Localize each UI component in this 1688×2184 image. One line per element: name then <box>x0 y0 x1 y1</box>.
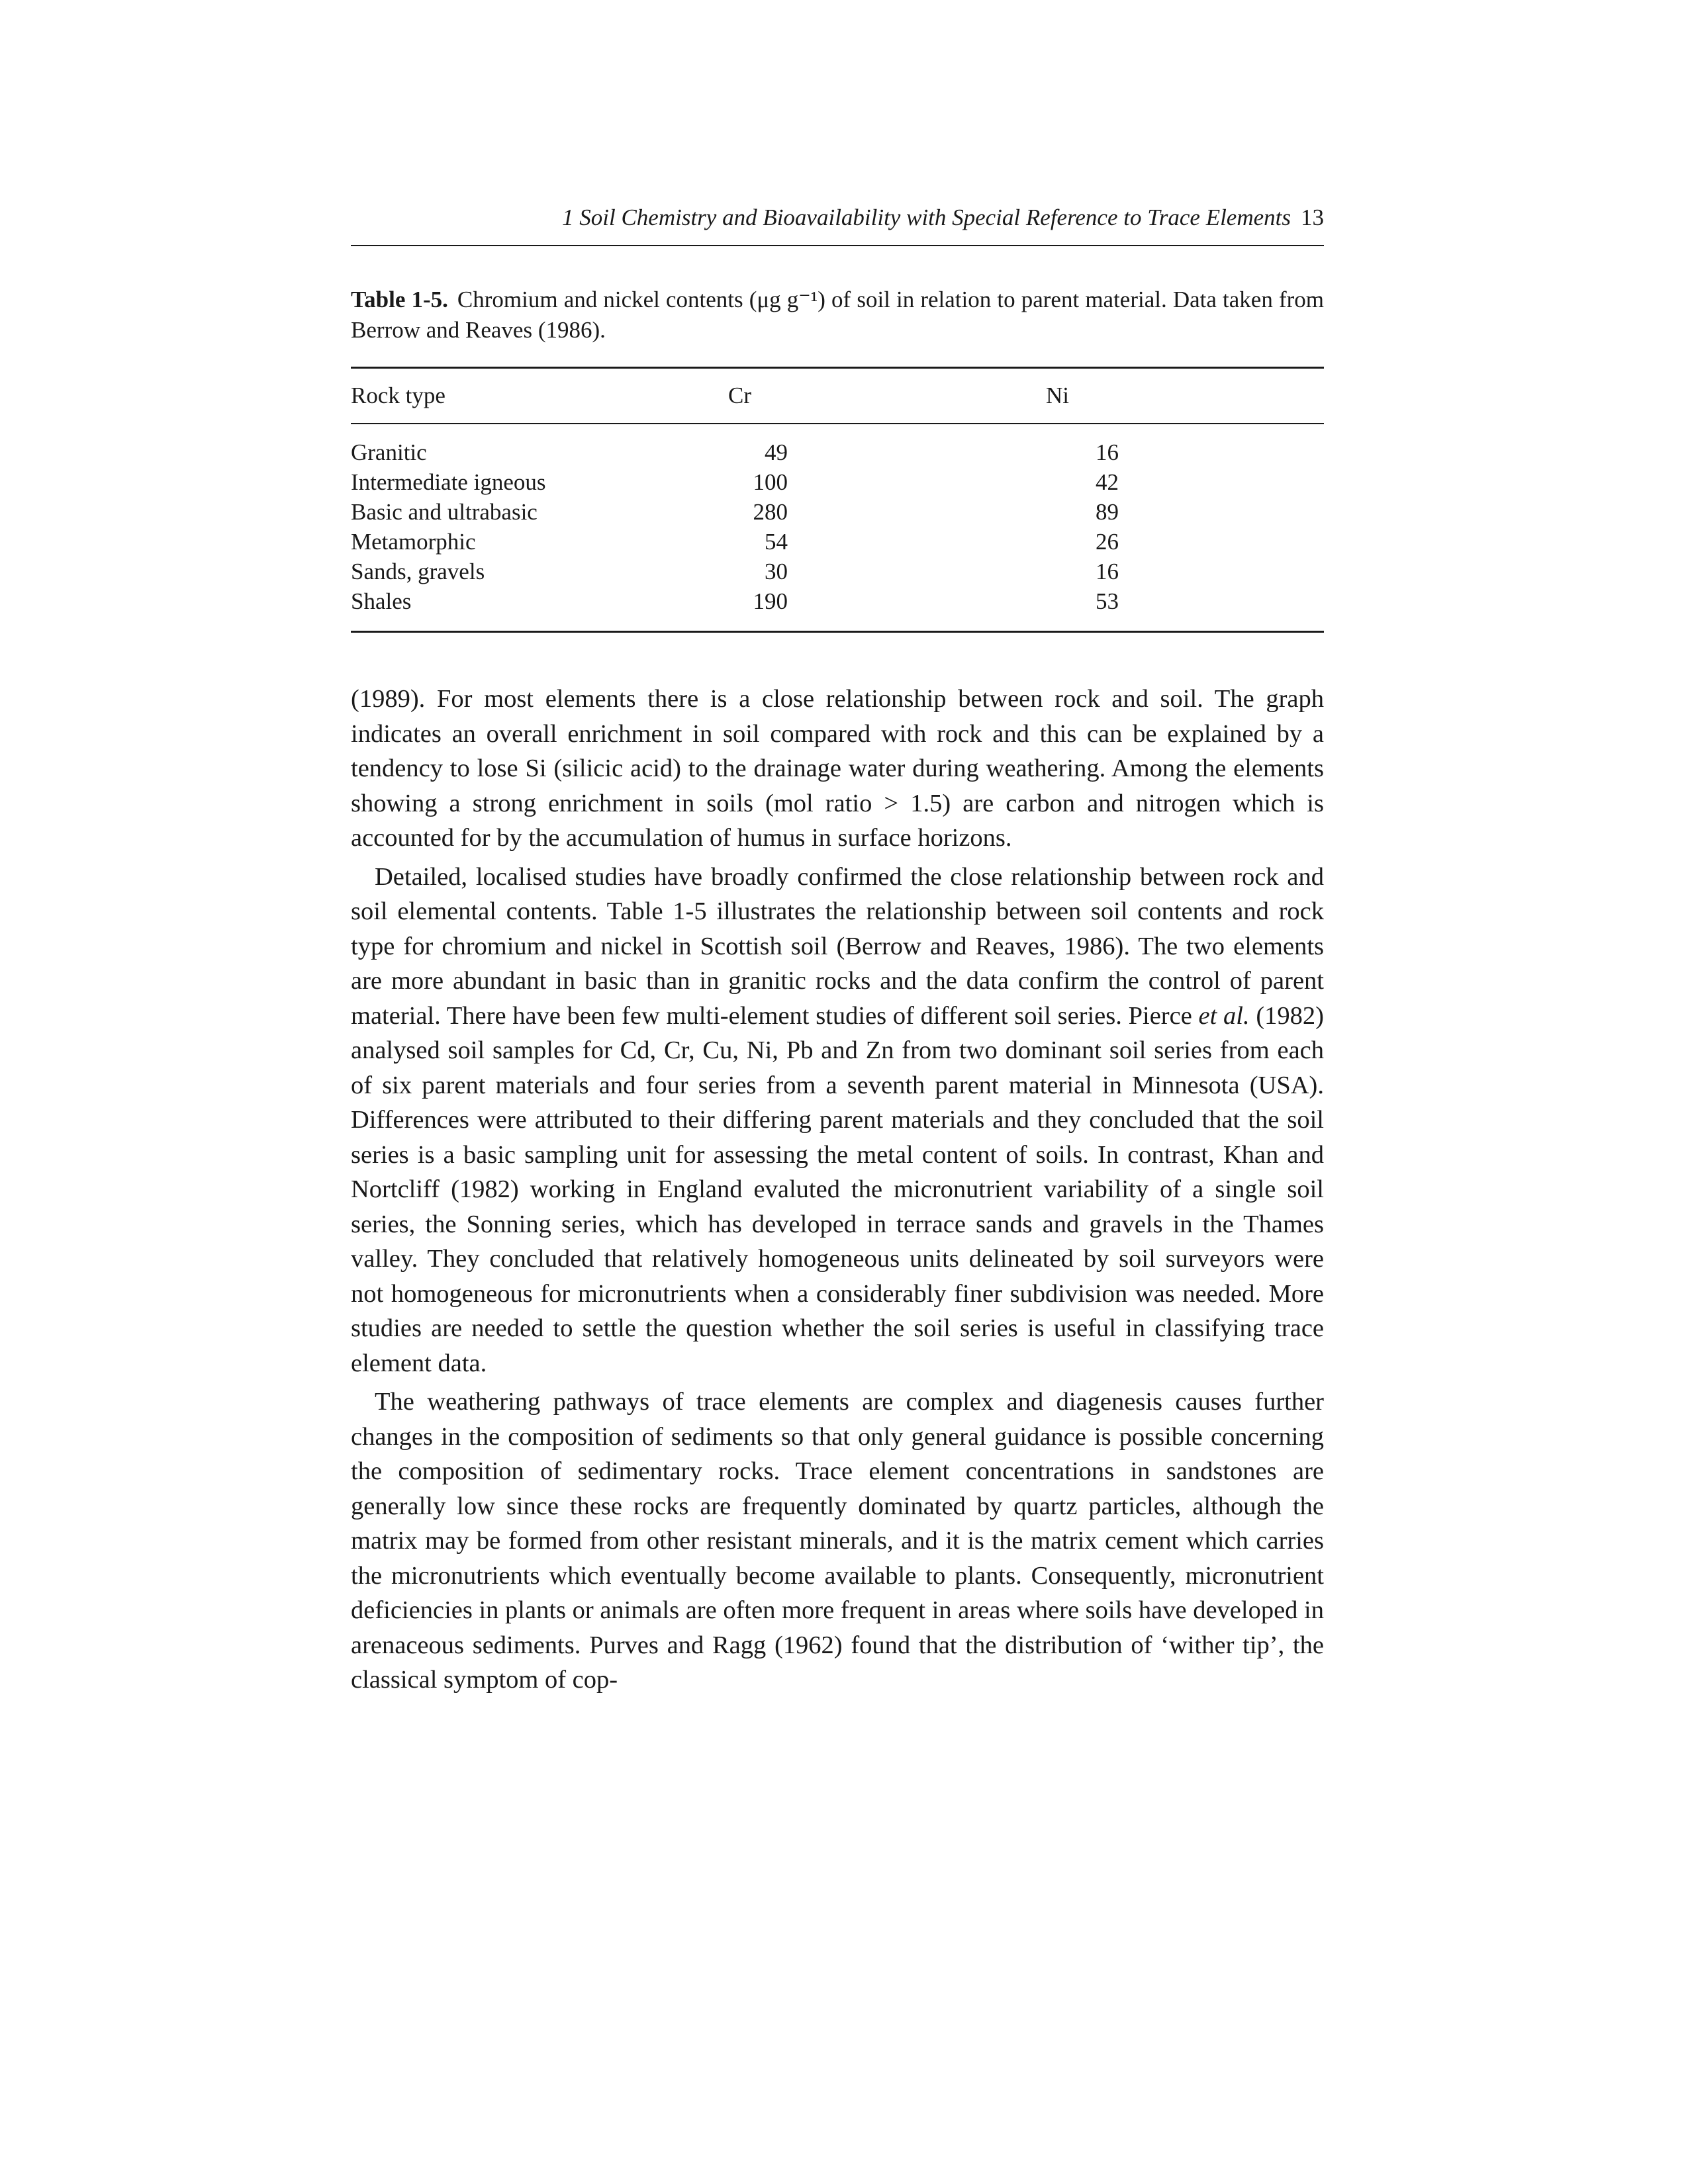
et-al-italic: et al. <box>1198 1001 1250 1030</box>
ni-cell: 53 <box>1096 588 1119 614</box>
table-row <box>351 467 1324 497</box>
table-caption-text: Chromium and nickel contents (μg g⁻¹) of soil in relation to parent material. Data taken from Berrow and Reaves (1986). <box>351 287 1324 343</box>
rock-type-cell: Shales <box>351 588 412 614</box>
cr-cell: 49 <box>765 439 788 465</box>
cr-cell: 190 <box>753 588 788 614</box>
ni-cell: 42 <box>1096 469 1119 495</box>
cr-cell: 30 <box>765 559 788 584</box>
paragraph-3: The weathering pathways of trace elements are complex and diagenesis causes further changes in the composition of sediments so that only general guidance is possible concerning the composition of sedimentary rocks. Trace element concentrations in sandstones are generally low since these rocks are frequently dominated by quartz particles, although the matrix may be formed from other resistant minerals, and it is the matrix cement which carries the micronutrients which eventually become available to plants. Consequently, micronutrient deficiencies in plants or animals are often more frequent in areas where soils have developed in arenaceous sediments. Purves and Ragg (1962) found that the distribution of ‘wither tip’, the classical symptom of cop- <box>351 1388 1324 1694</box>
table-bottom-rule <box>351 631 1324 633</box>
cr-cell: 100 <box>753 469 788 495</box>
paragraph-1: (1989). For most elements there is a close relationship between rock and soil. The graph indicates an overall enrichment in soil compared with rock and this can be explained by a tendency to lose Si (silicic acid) to the drainage water during weathering. Among the elements showing a strong enrichment in soils (mol ratio > 1.5) are carbon and nitrogen which is accounted for by the accumulation of humus in surface horizons. <box>351 685 1324 852</box>
ni-cell: 16 <box>1096 439 1119 465</box>
table-row <box>351 437 1324 467</box>
paragraph-2: Detailed, localised studies have broadly confirmed the close relationship between rock and soil elemental contents. Table 1-5 illustrates the relationship between soil contents and rock type for chromium and nickel in Scottish soil (Berrow and Reaves, 1986). The two elements are more abundant in basic than in granitic rocks and the data confirm the control of parent material. There have been few multi-element studies of different soil series. Pierce et al. (1982) analysed soil samples for Cd, Cr, Cu, Ni, Pb and Zn from two dominant soil series from each of six parent materials and four series from a seventh parent material in Minnesota (USA). Differences were attributed to their differing parent materials and they concluded that the soil series is a basic sampling unit for assessing the metal content of soils. In contrast, Khan and Nortcliff (1982) working in England evaluted the micronutrient variability of a single soil series, the Sonning series, which has developed in terrace sands and gravels in the Thames valley. They concluded that relatively homogeneous units delineated by soil surveyors were not homogeneous for micronutrients when a considerably finer subdivision was needed. More studies are needed to settle the question whether the soil series is useful in classifying trace element data. <box>351 862 1325 1377</box>
column-header-cr: Cr <box>728 383 751 408</box>
cr-cell: 280 <box>753 499 788 525</box>
body-text <box>351 682 1324 1698</box>
rock-type-cell: Sands, gravels <box>351 559 485 584</box>
rock-type-cell: Metamorphic <box>351 529 476 555</box>
table-row <box>351 586 1324 616</box>
table-header-row <box>351 369 1324 423</box>
page <box>351 199 1324 1702</box>
ni-cell: 89 <box>1096 499 1119 525</box>
rock-type-cell: Basic and ultrabasic <box>351 499 538 525</box>
table-row <box>351 497 1324 527</box>
table-row <box>351 557 1324 586</box>
ni-cell: 16 <box>1096 559 1119 584</box>
table-caption <box>351 285 1324 345</box>
table-row <box>351 527 1324 557</box>
table-label: Table 1-5. <box>351 287 448 312</box>
data-table <box>351 367 1324 633</box>
rock-type-cell: Granitic <box>351 439 427 465</box>
running-title: 1 Soil Chemistry and Bioavailability with Special Reference to Trace Elements <box>562 205 1291 230</box>
cr-cell: 54 <box>765 529 788 555</box>
page-number: 13 <box>1301 205 1324 230</box>
running-header <box>351 199 1324 237</box>
ni-cell: 26 <box>1096 529 1119 555</box>
column-header-ni: Ni <box>1046 383 1069 408</box>
header-rule <box>351 245 1324 246</box>
rock-type-cell: Intermediate igneous <box>351 469 546 495</box>
column-header-rock-type: Rock type <box>351 383 445 408</box>
